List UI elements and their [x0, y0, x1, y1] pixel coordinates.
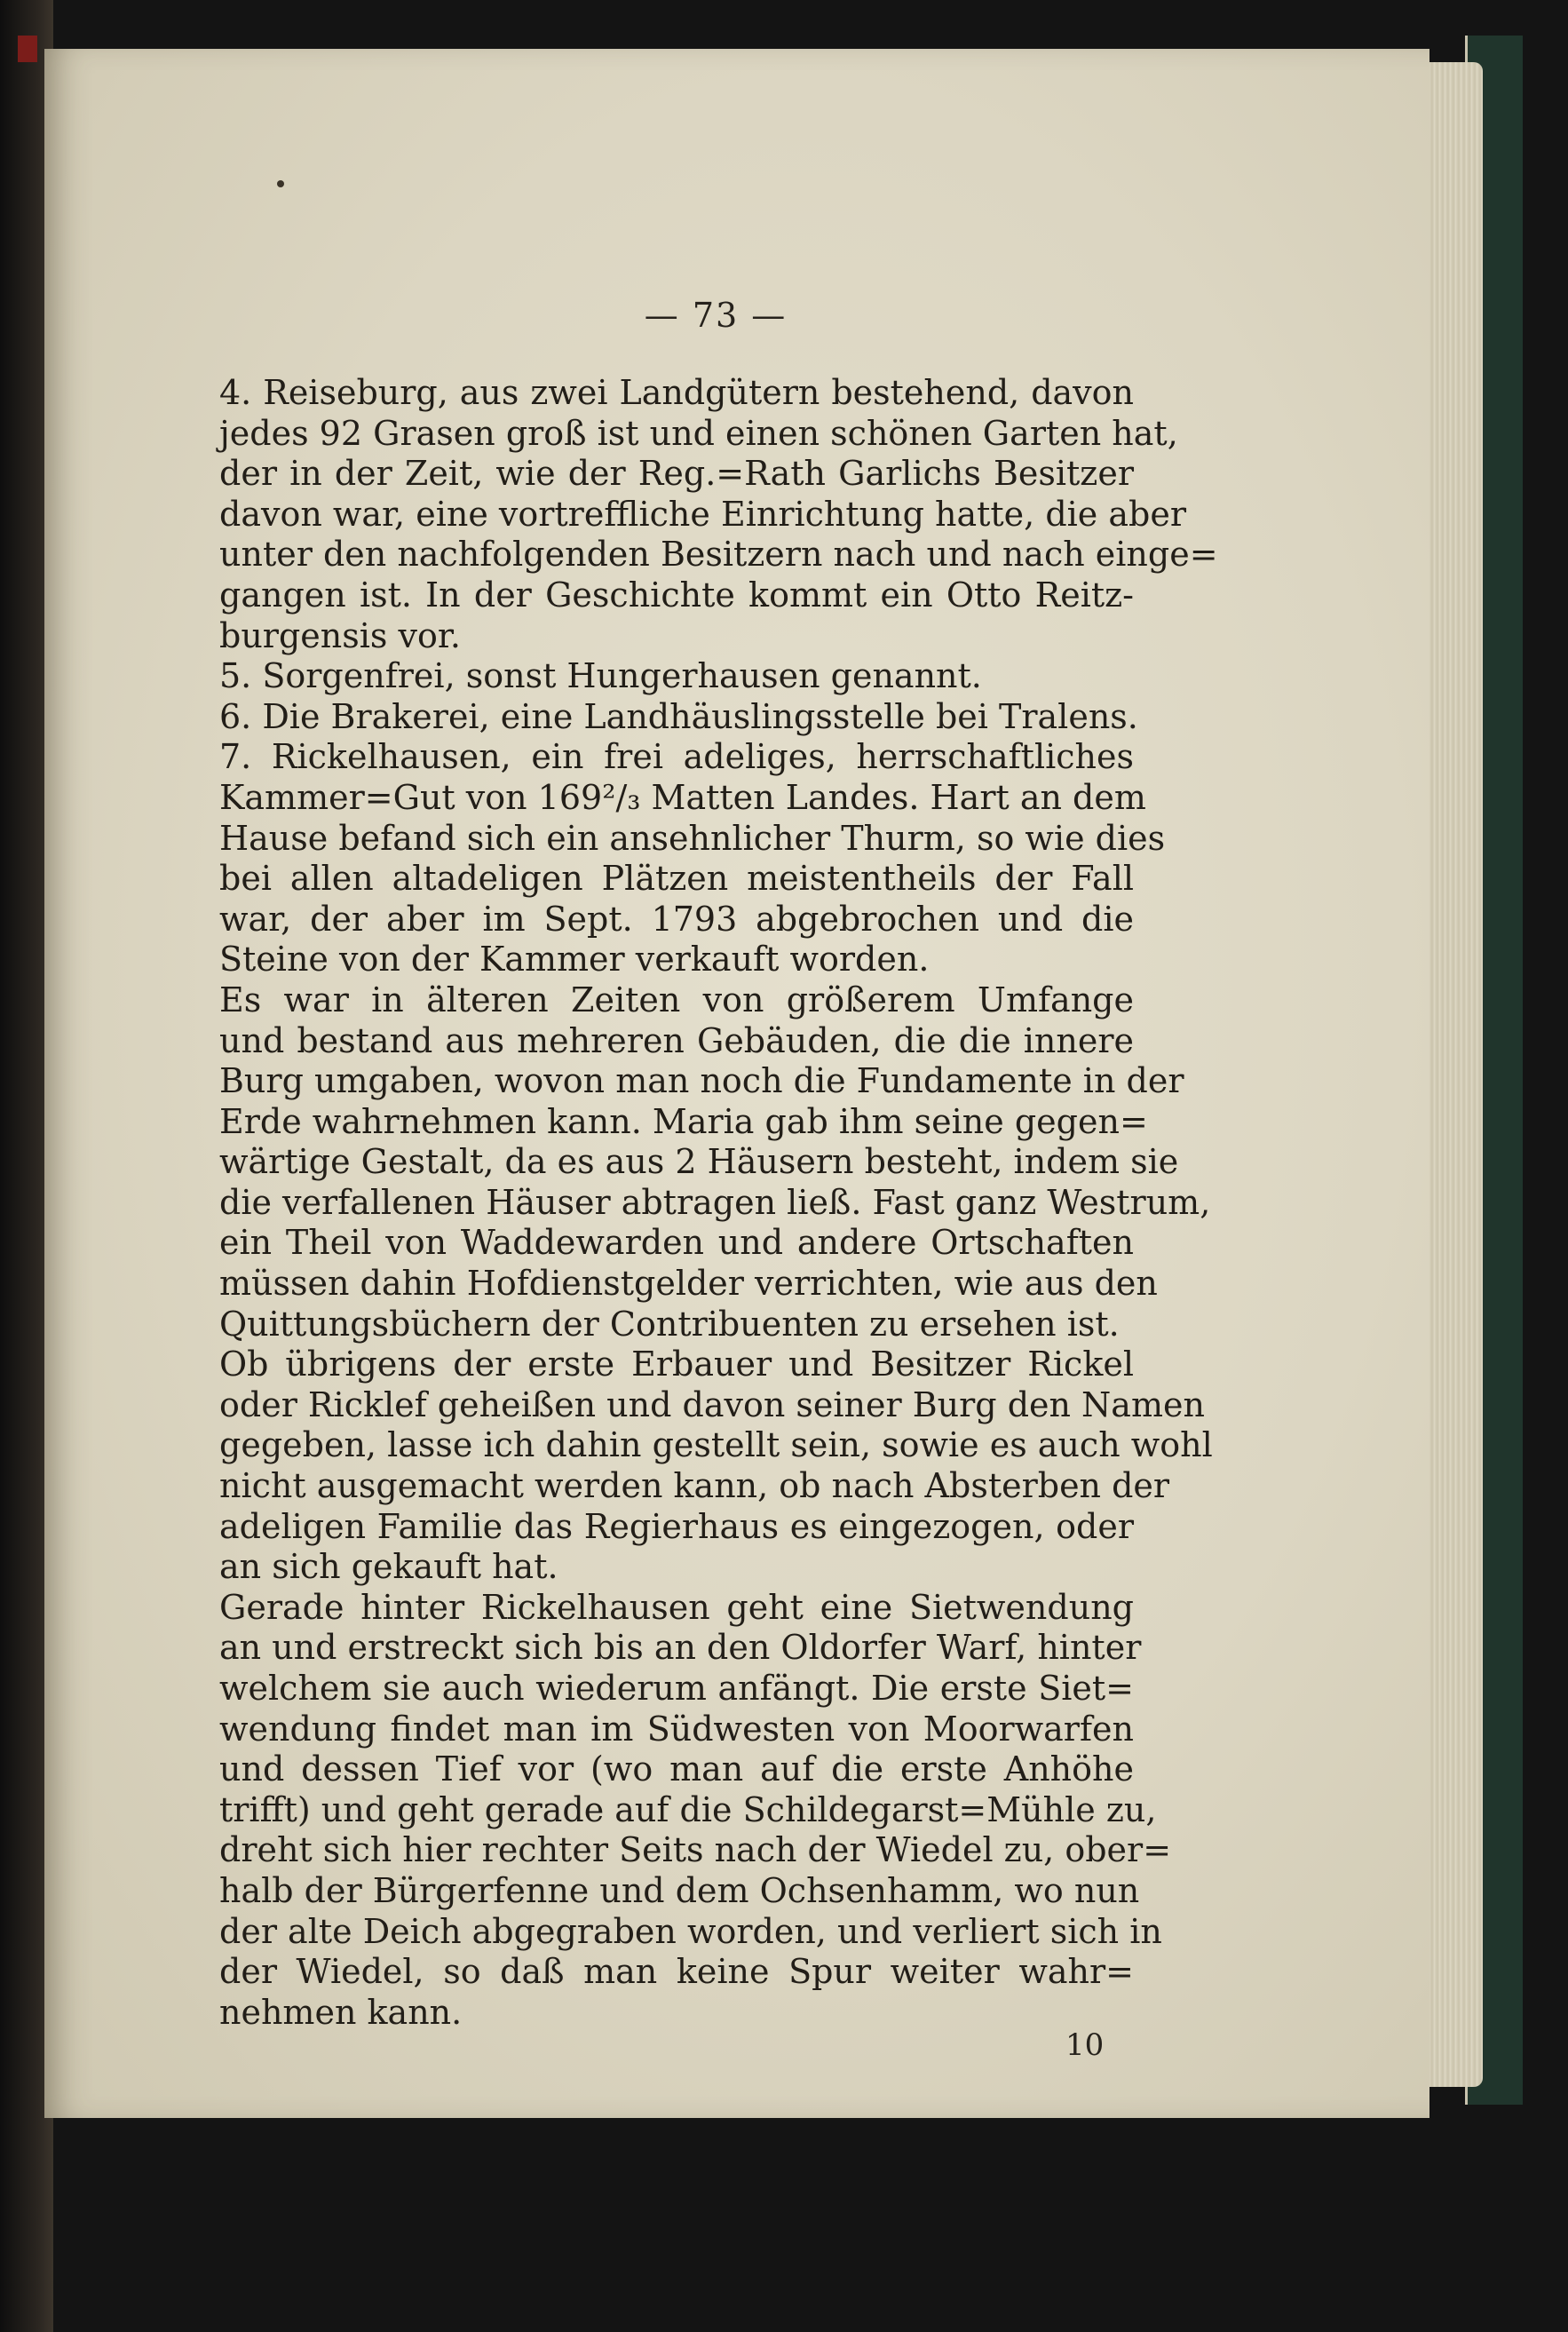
spine-ribbon: [18, 36, 37, 62]
text-line: Es war in älteren Zeiten von größerem Umfange: [219, 980, 1134, 1019]
text-line: Gerade hinter Rickelhausen geht eine Sietwendung: [219, 1587, 1134, 1627]
text-line: Hause befand sich ein ansehnlicher Thurm, so wie dies: [219, 818, 1166, 858]
text-line: 7. Rickelhausen, ein frei adeliges, herrschaftliches: [219, 737, 1134, 777]
text-line: nehmen kann.: [219, 1992, 463, 2032]
text-line: trifft) und geht gerade auf die Schildegarst=Mühle zu,: [219, 1789, 1157, 1829]
text-line: 6. Die Brakerei, eine Landhäuslingsstelle bei Tralens.: [219, 696, 1138, 736]
text-line: war, der aber im Sept. 1793 abgebrochen und die: [219, 899, 1134, 939]
text-line: wendung findet man im Südwesten von Moorwarfen: [219, 1709, 1134, 1749]
text-line: gangen ist. In der Geschichte kommt ein Otto Reitz-: [219, 575, 1134, 615]
text-line: unter den nachfolgenden Besitzern nach und nach einge=: [219, 535, 1218, 575]
text-line: burgensis vor.: [219, 615, 461, 655]
text-line: Burg umgaben, wovon man noch die Fundamente in der: [219, 1061, 1184, 1101]
text-line: gegeben, lasse ich dahin gestellt sein, sowie es auch wohl: [219, 1425, 1213, 1465]
ink-speck: [277, 180, 284, 187]
text-line: 5. Sorgenfrei, sonst Hungerhausen genannt.: [219, 656, 982, 696]
text-line: davon war, eine vortreffliche Einrichtung hatte, die aber: [219, 494, 1187, 534]
signature-mark: 10: [1065, 2027, 1105, 2063]
page-number: — 73 —: [644, 296, 788, 335]
text-line: ein Theil von Waddewarden und andere Ortschaften: [219, 1223, 1134, 1263]
text-line: an und erstreckt sich bis an den Oldorfer Warf, hinter: [219, 1628, 1142, 1668]
text-line: der in der Zeit, wie der Reg.=Rath Garlichs Besitzer: [219, 454, 1134, 494]
text-line: und bestand aus mehreren Gebäuden, die die innere: [219, 1020, 1134, 1060]
text-line: wärtige Gestalt, da es aus 2 Häusern besteht, indem sie: [219, 1142, 1179, 1182]
text-line: müssen dahin Hofdienstgelder verrichten, wie aus den: [219, 1264, 1158, 1304]
text-line: oder Ricklef geheißen und davon seiner Burg den Namen: [219, 1384, 1205, 1424]
text-line: nicht ausgemacht werden kann, ob nach Absterben der: [219, 1466, 1170, 1506]
text-line: 4. Reiseburg, aus zwei Landgütern bestehend, davon: [219, 373, 1134, 412]
text-line: an sich gekauft hat.: [219, 1547, 558, 1587]
text-line: bei allen altadeligen Plätzen meistentheils der Fall: [219, 859, 1134, 899]
text-line: jedes 92 Grasen groß ist und einen schönen Garten hat,: [219, 413, 1178, 453]
text-line: die verfallenen Häuser abtragen ließ. Fast ganz Westrum,: [219, 1182, 1211, 1222]
text-line: Quittungsbüchern der Contribuenten zu ersehen ist.: [219, 1304, 1120, 1344]
body-text: [219, 373, 1218, 2033]
text-line: welchem sie auch wiederum anfängt. Die erste Siet=: [219, 1669, 1134, 1708]
text-line: halb der Bürgerfenne und dem Ochsenhamm, wo nun: [219, 1870, 1140, 1910]
text-line: und dessen Tief vor (wo man auf die erste Anhöhe: [219, 1749, 1134, 1789]
text-line: der Wiedel, so daß man keine Spur weiter wahr=: [219, 1952, 1134, 1992]
text-line: Erde wahrnehmen kann. Maria gab ihm seine gegen=: [219, 1101, 1148, 1141]
text-line: Steine von der Kammer verkauft worden.: [219, 940, 930, 980]
text-line: dreht sich hier rechter Seits nach der Wiedel zu, ober=: [219, 1830, 1172, 1870]
text-line: Kammer=Gut von 169²/₃ Matten Landes. Hart an dem: [219, 777, 1146, 817]
text-line: der alte Deich abgegraben worden, und verliert sich in: [219, 1911, 1162, 1951]
text-line: Ob übrigens der erste Erbauer und Besitzer Rickel: [219, 1344, 1134, 1384]
text-line: adeligen Familie das Regierhaus es eingezogen, oder: [219, 1506, 1134, 1546]
